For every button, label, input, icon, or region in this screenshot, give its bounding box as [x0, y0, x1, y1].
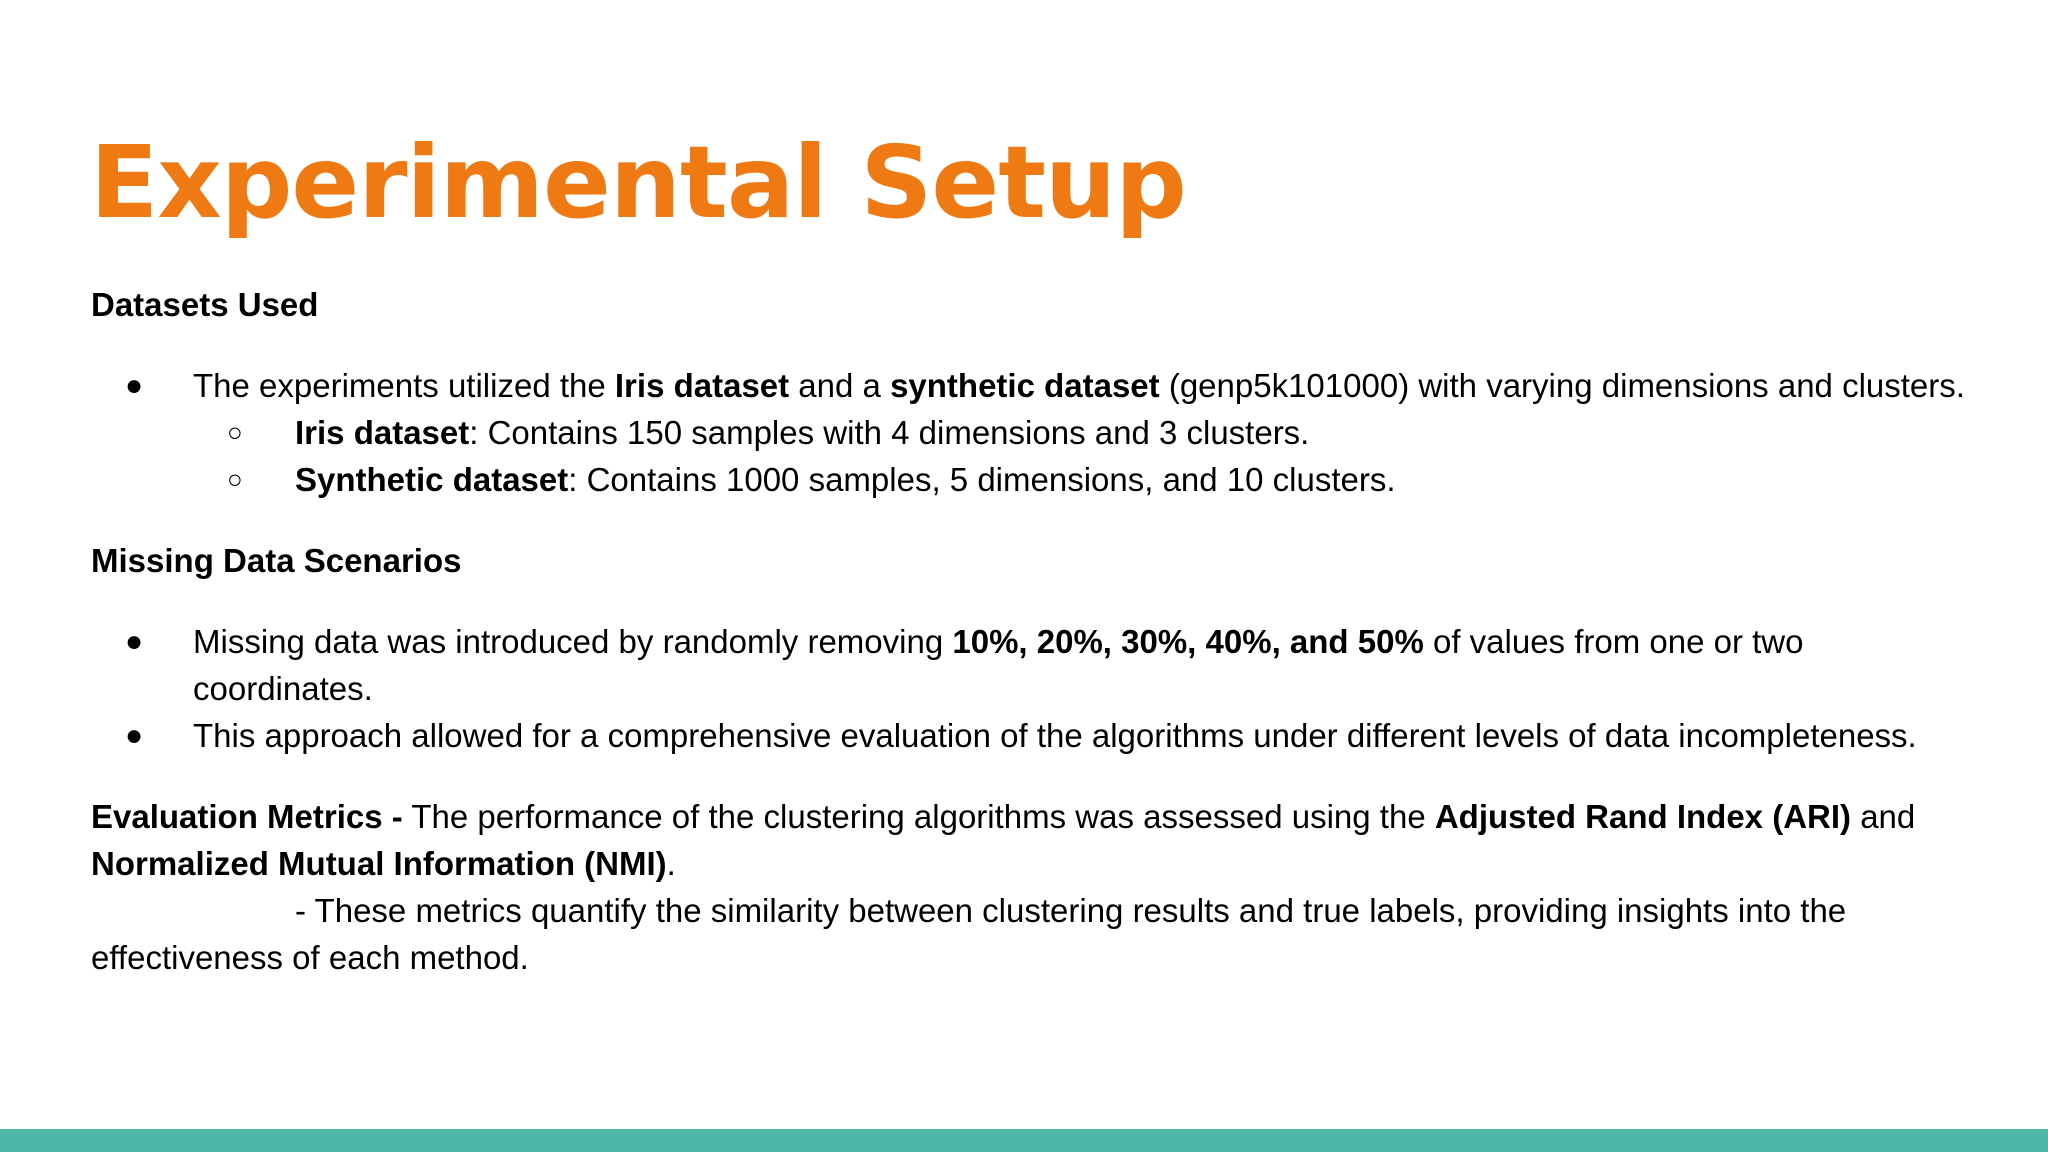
bullet-disc-icon: ●	[125, 719, 144, 752]
text-run: (genp5k101000) with varying dimensions and clusters.	[1159, 367, 1965, 404]
text-run: The performance of the clustering algorithms was assessed using the	[402, 798, 1435, 835]
bold-run: synthetic dataset	[890, 367, 1160, 404]
bold-run: Iris dataset	[614, 367, 790, 404]
sub-list-item	[91, 409, 1971, 456]
bullet-disc-icon: ●	[125, 369, 144, 402]
text-run: Missing data was introduced by randomly removing	[193, 623, 953, 660]
bold-run: Evaluation Metrics -	[91, 798, 403, 835]
bold-run: Iris dataset	[295, 414, 470, 451]
list-item	[91, 362, 1971, 409]
list-item	[91, 618, 1971, 712]
bold-run: Synthetic dataset	[295, 461, 569, 498]
text-run: of values from one or two coordinates.	[193, 623, 1804, 707]
text-run: The experiments utilized the	[193, 367, 615, 404]
bottom-accent-bar	[0, 1129, 2048, 1152]
text-run: and a	[789, 367, 891, 404]
text-run: : Contains 1000 samples, 5 dimensions, and 10 clusters.	[568, 461, 1396, 498]
list-item-text	[193, 367, 1965, 404]
evaluation-metrics-paragraph	[91, 793, 1971, 887]
list-item-text	[295, 461, 1396, 498]
list-item	[91, 712, 1971, 759]
bullet-disc-icon: ●	[125, 625, 144, 658]
list-item-text	[193, 623, 1803, 707]
datasets-list	[91, 362, 1971, 503]
bold-run: Normalized Mutual Information (NMI)	[91, 845, 667, 882]
text-run: - These metrics quantify the similarity between clustering results and true labels, providing insights into the effectiveness of each method.	[91, 892, 1847, 976]
missing-data-list	[91, 618, 1971, 759]
text-run: and	[1851, 798, 1916, 835]
metrics-note-paragraph	[91, 887, 1971, 981]
section-heading-datasets: Datasets Used	[91, 286, 319, 323]
bullet-circle-icon: ○	[227, 417, 243, 447]
bold-run: 10%, 20%, 30%, 40%, and 50%	[952, 623, 1424, 660]
list-item-text	[295, 414, 1309, 451]
bold-run: Adjusted Rand Index (ARI)	[1434, 798, 1852, 835]
text-run: .	[666, 845, 676, 882]
sub-list-item	[91, 456, 1971, 503]
text-run: : Contains 150 samples with 4 dimensions and 3 clusters.	[469, 414, 1310, 451]
section-heading-missing-data: Missing Data Scenarios	[91, 542, 462, 579]
slide-title: Experimental Setup	[90, 124, 1186, 241]
bullet-circle-icon: ○	[227, 464, 243, 494]
list-item-text: This approach allowed for a comprehensive evaluation of the algorithms under different levels of data incompleteness.	[193, 717, 1917, 754]
slide-body	[91, 281, 1971, 981]
